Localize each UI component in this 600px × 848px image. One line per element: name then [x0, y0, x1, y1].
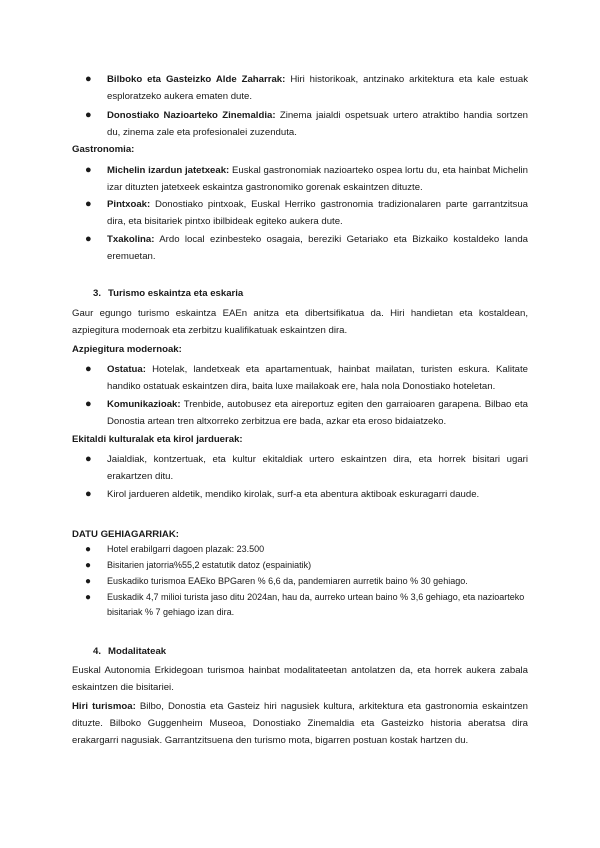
- bullet-dot: ●: [85, 164, 92, 176]
- landmark-bilbao-gasteiz: [107, 71, 528, 105]
- bullet-dot: ●: [85, 560, 92, 571]
- section-4-intro: Euskal Autonomia Erkidegoan turismoa hainbat modalitateetan antolatzen da, eta horrek aukera zabala eskaintzen die bisitariei.: [72, 665, 528, 693]
- item-label: Pintxoak:: [107, 199, 151, 210]
- bullet-dot: ●: [85, 398, 92, 410]
- events-heading: Ekitaldi kulturalak eta kirol jarduerak:: [72, 434, 243, 445]
- item-text: Euskal gastronomiak nazioarteko ospea lortu du, eta hainbat Michelin izar dituzten jatetxeek eskaintza gastronomiko gorenak eskaintzen dituzte.: [107, 165, 529, 193]
- gastronomy-item: [107, 231, 528, 265]
- item-label: Bilboko eta Gasteizko Alde Zaharrak:: [107, 74, 286, 85]
- item-text: Hotelak, landetxeak eta apartamentuak, hainbat mailatan, turisten eskura. Kalitate handiko ostatuak eskaintzen dira, baita luxe mailakoak ere, hala nola Donostiako hoteletan.: [107, 364, 529, 392]
- bullet-dot: ●: [85, 363, 92, 375]
- bullet-dot: ●: [85, 488, 92, 500]
- item-text: Hiri historikoak, antzinako arkitektura eta kale estuak esploratzeko aukera ematen dute.: [107, 74, 529, 102]
- landmark-donostia-festival: [107, 107, 528, 141]
- item-label: Michelin izardun jatetxeak:: [107, 165, 230, 176]
- section-3-intro: Gaur egungo turismo eskaintza EAEn anitza eta dibertsifikatua da. Hiri handietan eta kostaldean, azpiegitura modernoak eta zerbitzu kualifikatuak eskaintzen dira.: [72, 308, 528, 336]
- urban-tourism-paragraph: [72, 698, 528, 749]
- section-4-number: 4.: [93, 646, 102, 657]
- item-text: Trenbide, autobusez eta aireportuz egiten den garraioaren garapena. Bilbao eta Donostia artean tren altxorreko zerbitzua ere bada, azkar eta eroso bidaiatzeko.: [107, 399, 529, 427]
- bullet-dot: ●: [85, 73, 92, 85]
- item-label: Ostatua:: [107, 364, 146, 375]
- item-text: Donostiako pintxoak, Euskal Herriko gastronomia tradizionalaren parte garrantzitsua dira, eta bisitariek pintxo ibilbideak egiteko aukera dute.: [107, 199, 528, 227]
- infrastructure-heading: Azpiegitura modernoak:: [72, 344, 182, 355]
- extra-data-item: Bisitarien jatorria%55,2 estatutik datoz (espainiatik): [107, 560, 312, 570]
- bullet-dot: ●: [85, 544, 92, 555]
- events-item: Jaialdiak, kontzertuak, eta kultur ekitaldiak urtero eskaintzen dira, eta horrek bisitari ugari erakartzen ditu.: [107, 454, 528, 482]
- bullet-dot: ●: [85, 198, 92, 210]
- bullet-dot: ●: [85, 109, 92, 121]
- extra-data-item: Euskadik 4,7 milioi turista jaso ditu 2024an, hau da, aurreko urtean baino % 3,6 gehiago, eta nazioarteko bisitariak % 7 gehiago izan dira.: [107, 592, 525, 617]
- urban-tourism-label: Hiri turismoa:: [72, 701, 136, 712]
- bullet-dot: ●: [85, 576, 92, 587]
- item-label: Donostiako Nazioarteko Zinemaldia:: [107, 110, 276, 121]
- extra-data-heading: DATU GEHIAGARRIAK:: [72, 529, 179, 540]
- item-label: Komunikazioak:: [107, 399, 181, 410]
- item-text: Ardo local ezinbesteko osagaia, bereziki Getariako eta Bizkaiko kostaldeko landa eremuetan.: [107, 234, 528, 262]
- extra-data-item: Euskadiko turismoa EAEko BPGaren % 6,6 da, pandemiaren aurretik baino % 30 gehiago.: [107, 576, 468, 586]
- section-3-number: 3.: [93, 288, 102, 299]
- infrastructure-item: [107, 396, 528, 430]
- bullet-dot: ●: [85, 233, 92, 245]
- gastronomy-item: [107, 196, 528, 230]
- events-item: Kirol jardueren aldetik, mendiko kirolak, surf-a eta abentura aktiboak eskuragarri daude.: [107, 489, 480, 500]
- gastronomy-item: [107, 162, 528, 196]
- urban-tourism-text: Bilbo, Donostia eta Gasteiz hiri nagusiek kultura, arkitektura eta gastronomia eskaintzen dituzte. Bilboko Guggenheim Museoa, Donostiako Zinemaldia eta Gasteizko historia aberatsa dira erakargarri nagusiak. Garrantzitsuena den turismo mota, bigarren postuan kostak hartzen du.: [72, 701, 528, 746]
- item-label: Txakolina:: [107, 234, 155, 245]
- bullet-dot: ●: [85, 453, 92, 465]
- extra-data-item: Hotel erabilgarri dagoen plazak: 23.500: [107, 544, 265, 554]
- bullet-dot: ●: [85, 592, 92, 603]
- item-text: Zinema jaialdi ospetsuak urtero atraktibo handia sortzen du, zinema zale eta profesionalei zuzenduta.: [107, 110, 528, 138]
- section-3-title: Turismo eskaintza eta eskaria: [108, 288, 244, 299]
- section-4-title: Modalitateak: [108, 646, 167, 657]
- infrastructure-item: [107, 361, 528, 395]
- gastronomy-heading: Gastronomia:: [72, 144, 135, 155]
